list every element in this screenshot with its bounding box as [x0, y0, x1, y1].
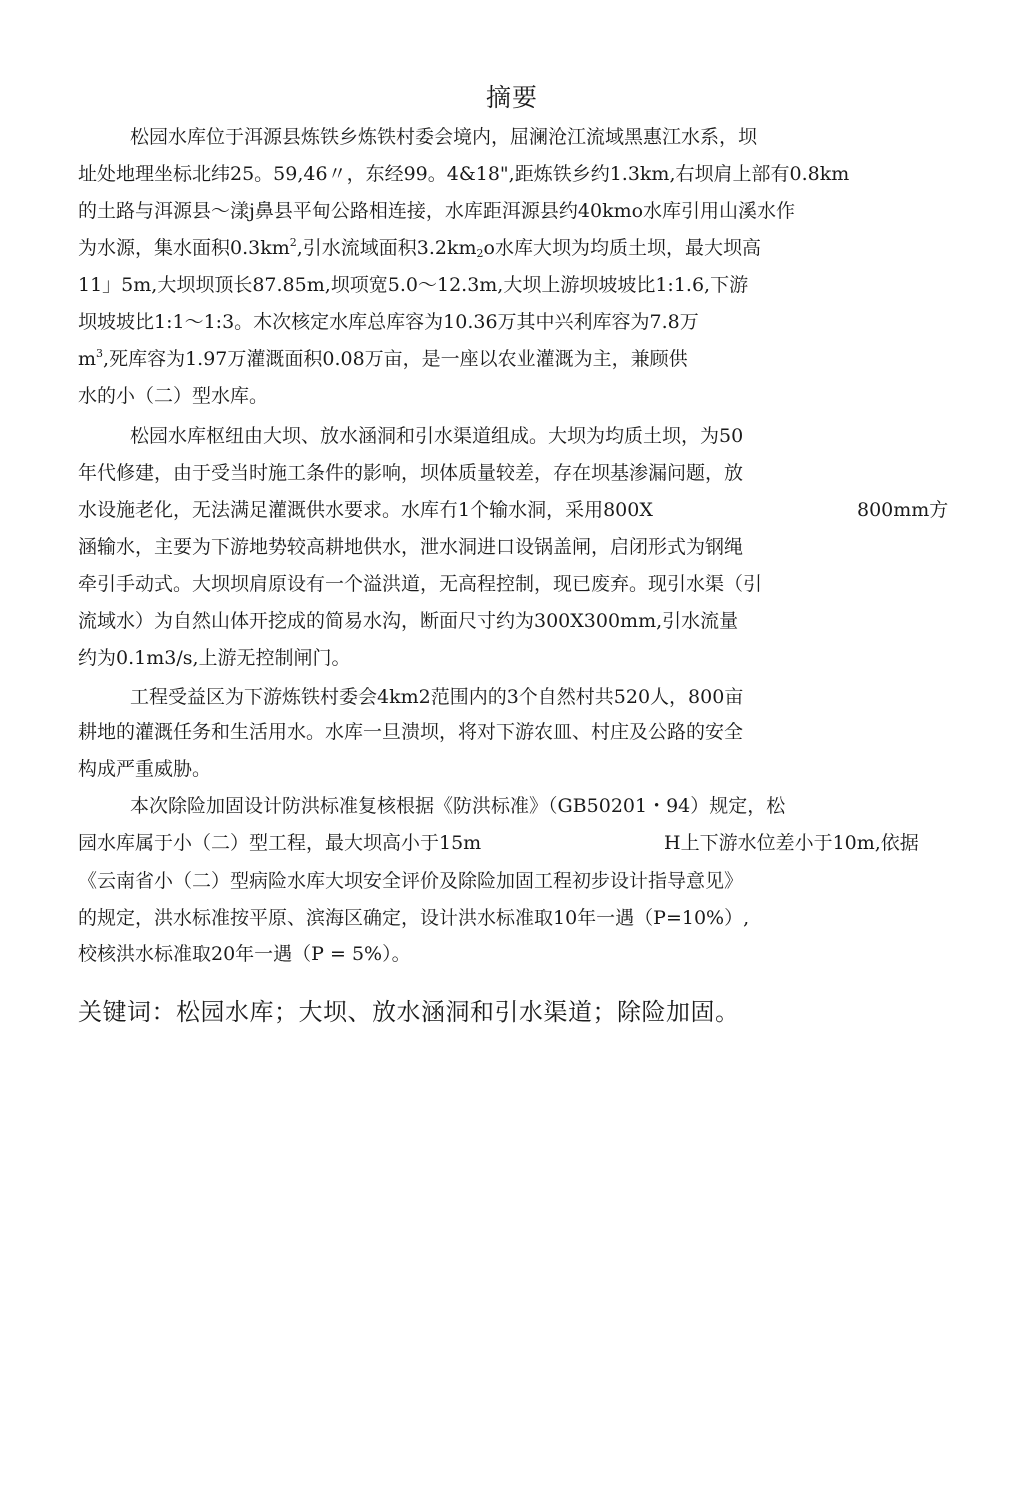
- paragraph-1-line-4: [78, 235, 761, 261]
- paragraph-1-line-6: 坝坡坡比1:1～1:3。木次核定水库总库容为10.36万其中兴利库容为7.8万: [78, 311, 699, 333]
- paragraph-1-line-5: 11」5m,大坝坝顶长87.85m,坝项宽5.0～12.3m,大坝上游坝坡坡比1:1.6,下游: [78, 274, 749, 296]
- line-text: 为水源，集水面积0.3km: [78, 237, 290, 259]
- line-text-left: 水设施老化，无法满足灌溉供水要求。水库冇1个输水洞，采用800X: [78, 499, 653, 521]
- paragraph-3-line-2: 耕地的灌溉任务和生活用水。水库一旦溃坝，将对下游农皿、村庄及公路的安全: [78, 721, 744, 743]
- paragraph-1-line-7: [78, 346, 688, 372]
- paragraph-2-line-2: 年代修建，由于受当时施工条件的影响，坝体质量较差，存在坝基渗漏问题，放: [78, 462, 744, 484]
- line-text: o水库大坝为均质土坝，最大坝高: [483, 237, 761, 259]
- paragraph-4-line-1: 本次除险加固设计防洪标准复核根据《防洪标准》（GB50201・94）规定，松: [130, 795, 786, 817]
- paragraph-3-line-3: 构成严重威胁。: [78, 758, 212, 780]
- paragraph-2-line-1: 松园水库枢纽由大坝、放水涵洞和引水渠道组成。大坝为均质土坝，为50: [130, 425, 744, 447]
- page-title: 摘要: [485, 83, 538, 112]
- paragraph-1-line-3: 的土路与洱源县～漾j鼻县平甸公路相连接，水库距洱源县约40kmo水库引用山溪水作: [78, 200, 796, 222]
- superscript: 3: [96, 347, 104, 360]
- paragraph-4-line-3: 《云南省小（二）型病险水库大坝安全评价及除险加固工程初步设计指导意见》: [78, 870, 744, 892]
- line-text-right: H上下游水位差小于10m,依据: [664, 832, 919, 854]
- paragraph-1-line-1: 松园水库位于洱源县炼铁乡炼铁村委会境内，屈澜沧江流域黑惠江水系，坝: [130, 126, 758, 148]
- line-text: ,死库容为1.97万灌溉面积0.08万亩，是一座以农业灌溉为主，兼顾供: [103, 348, 688, 370]
- paragraph-2-line-6: 流域水）为自然山体开挖成的简易水沟，断面尺寸约为300X300mm,引水流量: [78, 610, 739, 632]
- paragraph-2-line-7: 约为0.1m3/s,上游无控制闸门。: [78, 647, 351, 669]
- line-text: m: [78, 348, 97, 370]
- paragraph-4-line-4: 的规定，洪水标准按平原、滨海区确定，设计洪水标准取10年一遇（P=10%）,: [78, 907, 750, 929]
- paragraph-2-line-4: 涵输水，主要为下游地势较高耕地供水，泄水洞进口设锅盖闸，启闭形式为钢绳: [78, 536, 744, 558]
- paragraph-2-line-5: 牵引手动式。大坝坝肩原设有一个溢洪道，无高程控制，现已废弃。现引水渠（引: [78, 573, 763, 595]
- keywords-line: 关键词：松园水库；大坝、放水涵洞和引水渠道；除险加固。: [78, 998, 740, 1026]
- line-text-right: 800mm方: [857, 499, 949, 521]
- subscript: 2: [476, 247, 484, 260]
- paragraph-1-line-2: 址处地理坐标北纬25。59,46〃，东经99。4&18",距炼铁乡约1.3km,右坝肩上部有0.8km: [78, 163, 850, 185]
- line-text: ,引水流域面积3.2km: [296, 237, 477, 259]
- line-text-left: 园水库属于小（二）型工程，最大坝高小于15m: [78, 832, 482, 854]
- superscript: 2: [289, 236, 297, 249]
- paragraph-1-line-8: 水的小（二）型水库。: [78, 385, 269, 407]
- paragraph-4-line-5: 校核洪水标准取20年一遇（P = 5%）。: [78, 943, 411, 965]
- paragraph-3-line-1: 工程受益区为下游炼铁村委会4km2范围内的3个自然村共520人，800亩: [130, 686, 744, 708]
